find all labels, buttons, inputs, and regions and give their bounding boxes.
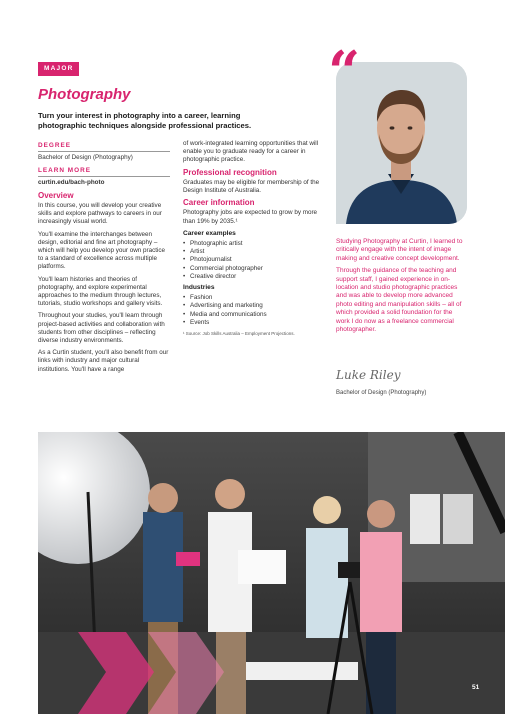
overview-paragraph: As a Curtin student, you'll also benefit from our links with industry and major cultural institutions. You'll have a range xyxy=(38,349,169,373)
industries-heading: Industries xyxy=(183,284,215,292)
major-tag: MAJOR xyxy=(38,62,79,76)
signature: Luke Riley xyxy=(336,368,401,382)
list-item: • Fashion xyxy=(183,294,323,302)
studio-scene-illustration xyxy=(38,432,505,714)
degree-label: DEGREE xyxy=(38,142,170,152)
page-title: Photography xyxy=(38,86,131,103)
studio-photo xyxy=(38,432,505,714)
testimonial-quote xyxy=(336,238,466,338)
career-examples-heading: Career examples xyxy=(183,229,236,237)
column-middle xyxy=(183,140,323,338)
list-item: • Artist xyxy=(183,248,323,256)
career-examples-list xyxy=(183,240,323,281)
overview-paragraph: You'll examine the interchanges between design, editorial and fine art photography – which will help you develop your own practice to a standard of excellence across multiple platforms. xyxy=(38,230,166,271)
footnote: ¹ Source: Job Skills Australia – Employment Projections. xyxy=(183,331,295,337)
overview-paragraph: In this course, you will develop your creative skills and explore pathways to careers in our increasingly visual world. xyxy=(38,202,162,226)
list-item: • Media and communications xyxy=(183,311,323,319)
professional-recognition-text: Graduates may be eligible for membership of the Design Institute of Australia. xyxy=(183,178,320,195)
page-number: 51 xyxy=(472,684,480,691)
column-left xyxy=(38,142,170,378)
list-item: • Events xyxy=(183,319,323,327)
overview-heading: Overview xyxy=(38,190,74,200)
signature-caption: Bachelor of Design (Photography) xyxy=(336,390,427,396)
career-information-heading: Career information xyxy=(183,198,255,208)
list-item: • Photographic artist xyxy=(183,240,323,248)
degree-value: Bachelor of Design (Photography) xyxy=(38,153,133,161)
learn-more-link[interactable]: curtin.edu/bach-photo xyxy=(38,178,105,186)
professional-recognition-heading: Professional recognition xyxy=(183,167,277,177)
industries-list xyxy=(183,294,323,327)
quote-icon: “ xyxy=(328,39,361,105)
testimonial-paragraph: Through the guidance of the teaching and support staff, I gained experience in on-location and studio photographic practices and was able to develop more advanced photo editing and manipulation skills – all of which provided a solid foundation for the work I do now as a freelance commercial photographer. xyxy=(336,267,462,334)
list-item: • Commercial photographer xyxy=(183,265,323,273)
overview-paragraph: You'll learn histories and theories of photography, and explore experimental approaches to the medium through lectures, tutorials, studio workshops and gallery visits. xyxy=(38,275,163,308)
career-information-text: Photography jobs are expected to grow by more than 19% by 2035.¹ xyxy=(183,209,318,225)
testimonial-paragraph: Studying Photography at Curtin, I learned to critically engage with the intent of image making and creative concept development. xyxy=(336,238,463,262)
learn-more-label: LEARN MORE xyxy=(38,167,170,177)
overview-continuation: of work-integrated learning opportunities that will enable you to graduate ready for a career in photographic practice. xyxy=(183,140,319,164)
list-item: • Photojournalist xyxy=(183,256,323,264)
list-item: • Advertising and marketing xyxy=(183,302,323,310)
overview-paragraph: Throughout your studies, you'll learn through project-based activities and collaboration with students from other disciplines – reflecting diverse industry environments. xyxy=(38,312,165,345)
list-item: • Creative director xyxy=(183,273,323,281)
intro-text: Turn your interest in photography into a career, learning photographic techniques alongside professional practices. xyxy=(38,111,252,130)
